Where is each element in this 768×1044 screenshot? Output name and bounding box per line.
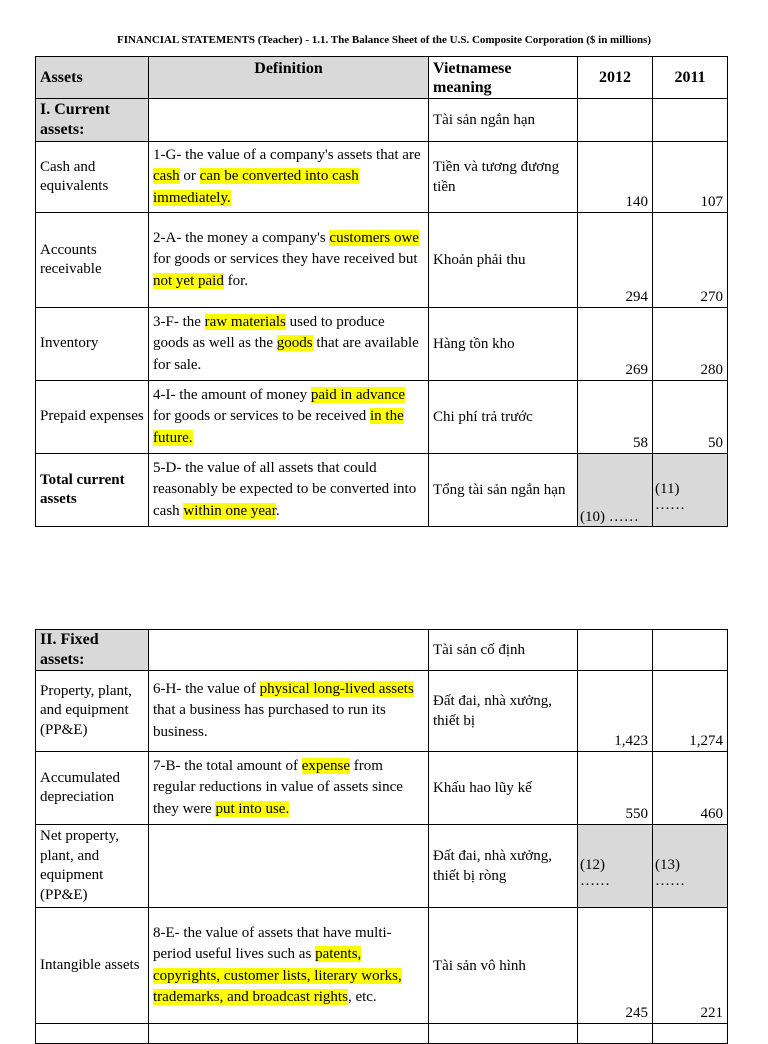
definition-text: used to produce goods as well as the xyxy=(153,313,385,352)
section-vietnamese-current: Tài sản ngắn hạn xyxy=(429,99,578,142)
blank-11-dots: …… xyxy=(655,496,685,513)
section-2012-empty xyxy=(578,99,653,142)
definition-text: , etc. xyxy=(347,989,377,1005)
asset-name: Cash and equivalents xyxy=(36,142,149,213)
vietnamese-meaning: Hàng tồn kho xyxy=(429,308,578,381)
section-2012-empty xyxy=(578,630,653,671)
definition-text: 8-E- the value of assets that have multi-period useful lives such as xyxy=(153,924,392,962)
asset-name: Prepaid expenses xyxy=(36,381,149,454)
header-row xyxy=(36,57,728,99)
table-row xyxy=(36,671,728,752)
blank-11-label: (11) xyxy=(655,480,680,497)
value-2011: 50 xyxy=(653,381,728,454)
blank-10-label: (10) …… xyxy=(580,509,639,525)
table-row xyxy=(36,213,728,308)
table-row xyxy=(36,752,728,825)
value-2011: 460 xyxy=(653,752,728,825)
value-2011: 221 xyxy=(653,908,728,1024)
total-current-assets-label: Total current assets xyxy=(36,454,149,527)
definition-text: 6-H- the value of xyxy=(153,680,260,697)
value-2012: 550 xyxy=(578,752,653,825)
asset-definition xyxy=(149,213,429,308)
value-2012: 1,423 xyxy=(578,671,653,752)
blank-11-2011[interactable] xyxy=(653,454,728,527)
net-ppe-definition-empty xyxy=(149,825,429,908)
vietnamese-meaning: Khoản phải thu xyxy=(429,213,578,308)
net-ppe-row xyxy=(36,825,728,908)
asset-definition xyxy=(149,671,429,752)
definition-text: that are available for sale. xyxy=(153,335,419,373)
definition-text: 5-D- the value of all assets that could reasonably be expected to be converted into cash xyxy=(153,459,417,519)
blank-12-2012[interactable] xyxy=(578,825,653,908)
blank-10-2012[interactable] xyxy=(578,454,653,527)
table-row xyxy=(36,308,728,381)
vietnamese-meaning: Tiền và tương đương tiền xyxy=(429,142,578,213)
total-row xyxy=(36,454,728,527)
section-label-fixed: II. Fixed assets: xyxy=(36,630,149,671)
definition-text: 4-I- the amount of money xyxy=(153,386,311,403)
highlighted-text: goods xyxy=(276,335,313,352)
section-label-current: I. Current assets: xyxy=(36,99,149,142)
asset-name: Accumulated depreciation xyxy=(36,752,149,825)
highlighted-text: within one year xyxy=(183,502,276,519)
definition-text: for goods or services to be received xyxy=(153,408,371,425)
net-ppe-label: Net property, plant, and equipment (PP&E) xyxy=(36,825,149,908)
total-vietnamese-meaning: Tổng tài sản ngắn hạn xyxy=(429,454,578,527)
blank-13-2011[interactable] xyxy=(653,825,728,908)
table-row xyxy=(36,381,728,454)
value-2011: 1,274 xyxy=(653,671,728,752)
highlighted-text: paid in advance xyxy=(310,386,405,403)
table-row xyxy=(36,142,728,213)
blank-12-dots: …… xyxy=(580,872,610,889)
document-title: FINANCIAL STATEMENTS (Teacher) - 1.1. The Balance Sheet of the U.S. Composite Corporation ($ in millions) xyxy=(116,34,652,46)
section-definition-empty xyxy=(149,99,429,142)
section-vietnamese-fixed: Tài sản cố định xyxy=(429,630,578,671)
value-2011: 107 xyxy=(653,142,728,213)
highlighted-text: not yet paid xyxy=(153,272,224,289)
asset-definition xyxy=(149,752,429,825)
highlighted-text: can be converted into cash immediately. xyxy=(153,168,359,206)
section-row-fixed xyxy=(36,630,728,671)
vietnamese-meaning: Chi phí trả trước xyxy=(429,381,578,454)
highlighted-text: expense xyxy=(301,757,351,774)
definition-text: that a business has purchased to run its business. xyxy=(153,702,386,740)
value-2012: 58 xyxy=(578,381,653,454)
definition-text: 7-B- the total amount of xyxy=(153,757,302,774)
blank-13-dots: …… xyxy=(655,872,685,889)
definition-text: for goods or services they have received but xyxy=(153,251,418,268)
asset-definition xyxy=(149,381,429,454)
value-2012: 269 xyxy=(578,308,653,381)
vietnamese-meaning: Tài sản vô hình xyxy=(429,908,578,1024)
asset-name: Accounts receivable xyxy=(36,213,149,308)
highlighted-text: physical long-lived assets xyxy=(259,680,414,697)
highlighted-text: raw materials xyxy=(204,313,286,330)
blank-12-label: (12) xyxy=(580,856,605,873)
total-definition xyxy=(149,454,429,527)
vietnamese-meaning: Đất đai, nhà xưởng, thiết bị xyxy=(429,671,578,752)
value-2012: 140 xyxy=(578,142,653,213)
definition-text: for. xyxy=(223,272,248,289)
definition-text: 1-G- the value of a company's assets that are xyxy=(153,146,421,163)
value-2011: 280 xyxy=(653,308,728,381)
current-assets-table xyxy=(35,56,728,527)
vietnamese-meaning: Khấu hao lũy kế xyxy=(429,752,578,825)
highlighted-text: cash xyxy=(153,168,180,185)
asset-definition xyxy=(149,308,429,381)
blank-13-label: (13) xyxy=(655,856,680,873)
net-ppe-vietnamese: Đất đai, nhà xưởng, thiết bị ròng xyxy=(429,825,578,908)
definition-text: from regular reductions in value of assets since they were xyxy=(153,757,403,817)
definition-text: 2-A- the money a company's xyxy=(153,229,330,246)
highlighted-text: put into use. xyxy=(215,800,290,817)
value-2011: 270 xyxy=(653,213,728,308)
table-row xyxy=(36,908,728,1024)
definition-text: or xyxy=(179,168,200,185)
asset-definition xyxy=(149,142,429,213)
value-2012: 294 xyxy=(578,213,653,308)
section-definition-empty xyxy=(149,630,429,671)
asset-name: Inventory xyxy=(36,308,149,381)
section-2011-empty xyxy=(653,630,728,671)
value-2012: 245 xyxy=(578,908,653,1024)
highlighted-text: in the future. xyxy=(153,408,404,446)
highlighted-text: patents, copyrights, customer lists, literary works, trademarks, and broadcast rights xyxy=(153,946,402,1005)
header-2011: 2011 xyxy=(653,57,728,99)
section-row-current xyxy=(36,99,728,142)
highlighted-text: customers owe xyxy=(329,229,419,246)
asset-name: Intangible assets xyxy=(36,908,149,1024)
definition-text: 3-F- the xyxy=(153,313,205,330)
asset-definition xyxy=(149,908,429,1024)
definition-text: . xyxy=(275,502,280,519)
header-vietnamese: Vietnamese meaning xyxy=(429,57,578,99)
asset-name: Property, plant, and equipment (PP&E) xyxy=(36,671,149,752)
header-assets: Assets xyxy=(36,57,149,99)
section-2011-empty xyxy=(653,99,728,142)
header-definition: Definition xyxy=(149,57,429,99)
fixed-assets-table xyxy=(35,629,728,1044)
header-2012: 2012 xyxy=(578,57,653,99)
table-row-cut xyxy=(36,1024,728,1044)
